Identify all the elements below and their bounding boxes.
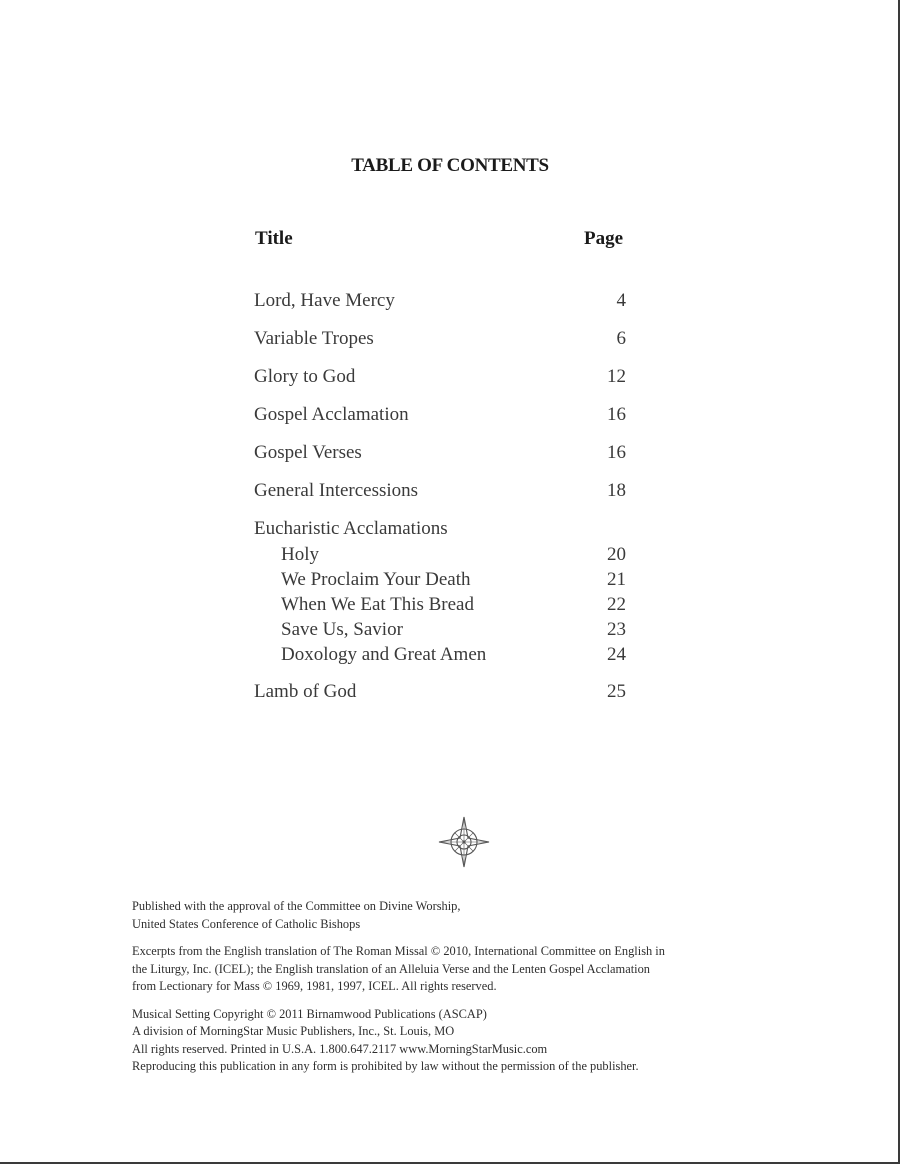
toc-subentry-page: 23: [607, 619, 626, 640]
compass-star-icon: [438, 816, 490, 868]
toc-subentry[interactable]: [254, 592, 626, 617]
toc-entry[interactable]: [254, 679, 626, 705]
toc-entry-title: Gospel Acclamation: [254, 404, 409, 425]
page-title: TABLE OF CONTENTS: [351, 155, 549, 176]
toc-subentry[interactable]: [254, 642, 626, 667]
copyright-notice: Musical Setting Copyright © 2011 Birnamwood Publications (ASCAP) A division of MorningStar Music Publishers, Inc., St. Louis, MO All rights reserved. Printed in U.S.A. 1.800.647.2117 www.MorningStarMusic.com Reproducing this publication in any form is prohibited by law without the permission of the publisher.: [132, 1006, 639, 1073]
toc-subentry[interactable]: [254, 567, 626, 592]
toc-subentry-title: Doxology and Great Amen: [281, 644, 487, 665]
toc-group-heading: [254, 516, 626, 542]
toc-group-title: Eucharistic Acclamations: [254, 518, 448, 539]
toc-subentry[interactable]: [254, 542, 626, 567]
toc-entry-page: 6: [616, 328, 626, 349]
toc-subentry-title: Save Us, Savior: [281, 619, 403, 640]
toc-entry[interactable]: [254, 288, 626, 314]
excerpts-notice: Excerpts from the English translation of The Roman Missal © 2010, International Committee on English in the Liturgy, Inc. (ICEL); the English translation of an Alleluia Verse and the Lenten Gospel Acclamation from Lectionary for Mass © 1969, 1981, 1997, ICEL. All rights reserved.: [132, 944, 665, 993]
toc-entry-title: Glory to God: [254, 366, 356, 387]
toc-entry[interactable]: [254, 402, 626, 428]
toc-subentry-page: 20: [607, 544, 626, 565]
toc-subentry-title: When We Eat This Bread: [281, 594, 474, 615]
toc-subentry-title: We Proclaim Your Death: [281, 569, 471, 590]
toc-entry-page: 16: [607, 404, 626, 425]
toc-subentry-title: Holy: [281, 544, 319, 565]
toc-subentry-page: 22: [607, 594, 626, 615]
toc-entry-page: 12: [607, 366, 626, 387]
toc-list: [254, 288, 626, 717]
toc-entry-title: Gospel Verses: [254, 442, 362, 463]
toc-entry-page: 4: [616, 290, 626, 311]
approval-notice: Published with the approval of the Committee on Divine Worship, United States Conference of Catholic Bishops: [132, 899, 461, 931]
toc-entry-title: Lord, Have Mercy: [254, 290, 395, 311]
toc-entry[interactable]: [254, 478, 626, 504]
toc-entry-page: 25: [607, 681, 626, 702]
toc-entry-title: Variable Tropes: [254, 328, 374, 349]
toc-entry-page: 18: [607, 480, 626, 501]
toc-entry-page: 16: [607, 442, 626, 463]
toc-entry[interactable]: [254, 364, 626, 390]
toc-entry-title: Lamb of God: [254, 681, 357, 702]
toc-subentry-page: 24: [607, 644, 626, 665]
column-header-page: Page: [584, 228, 624, 249]
toc-entry[interactable]: [254, 440, 626, 466]
toc-subentry-page: 21: [607, 569, 626, 590]
toc-entry-title: General Intercessions: [254, 480, 419, 501]
column-header-title: Title: [255, 228, 293, 249]
toc-subentry[interactable]: [254, 617, 626, 642]
toc-entry[interactable]: [254, 326, 626, 352]
publication-notes: [132, 898, 792, 1086]
